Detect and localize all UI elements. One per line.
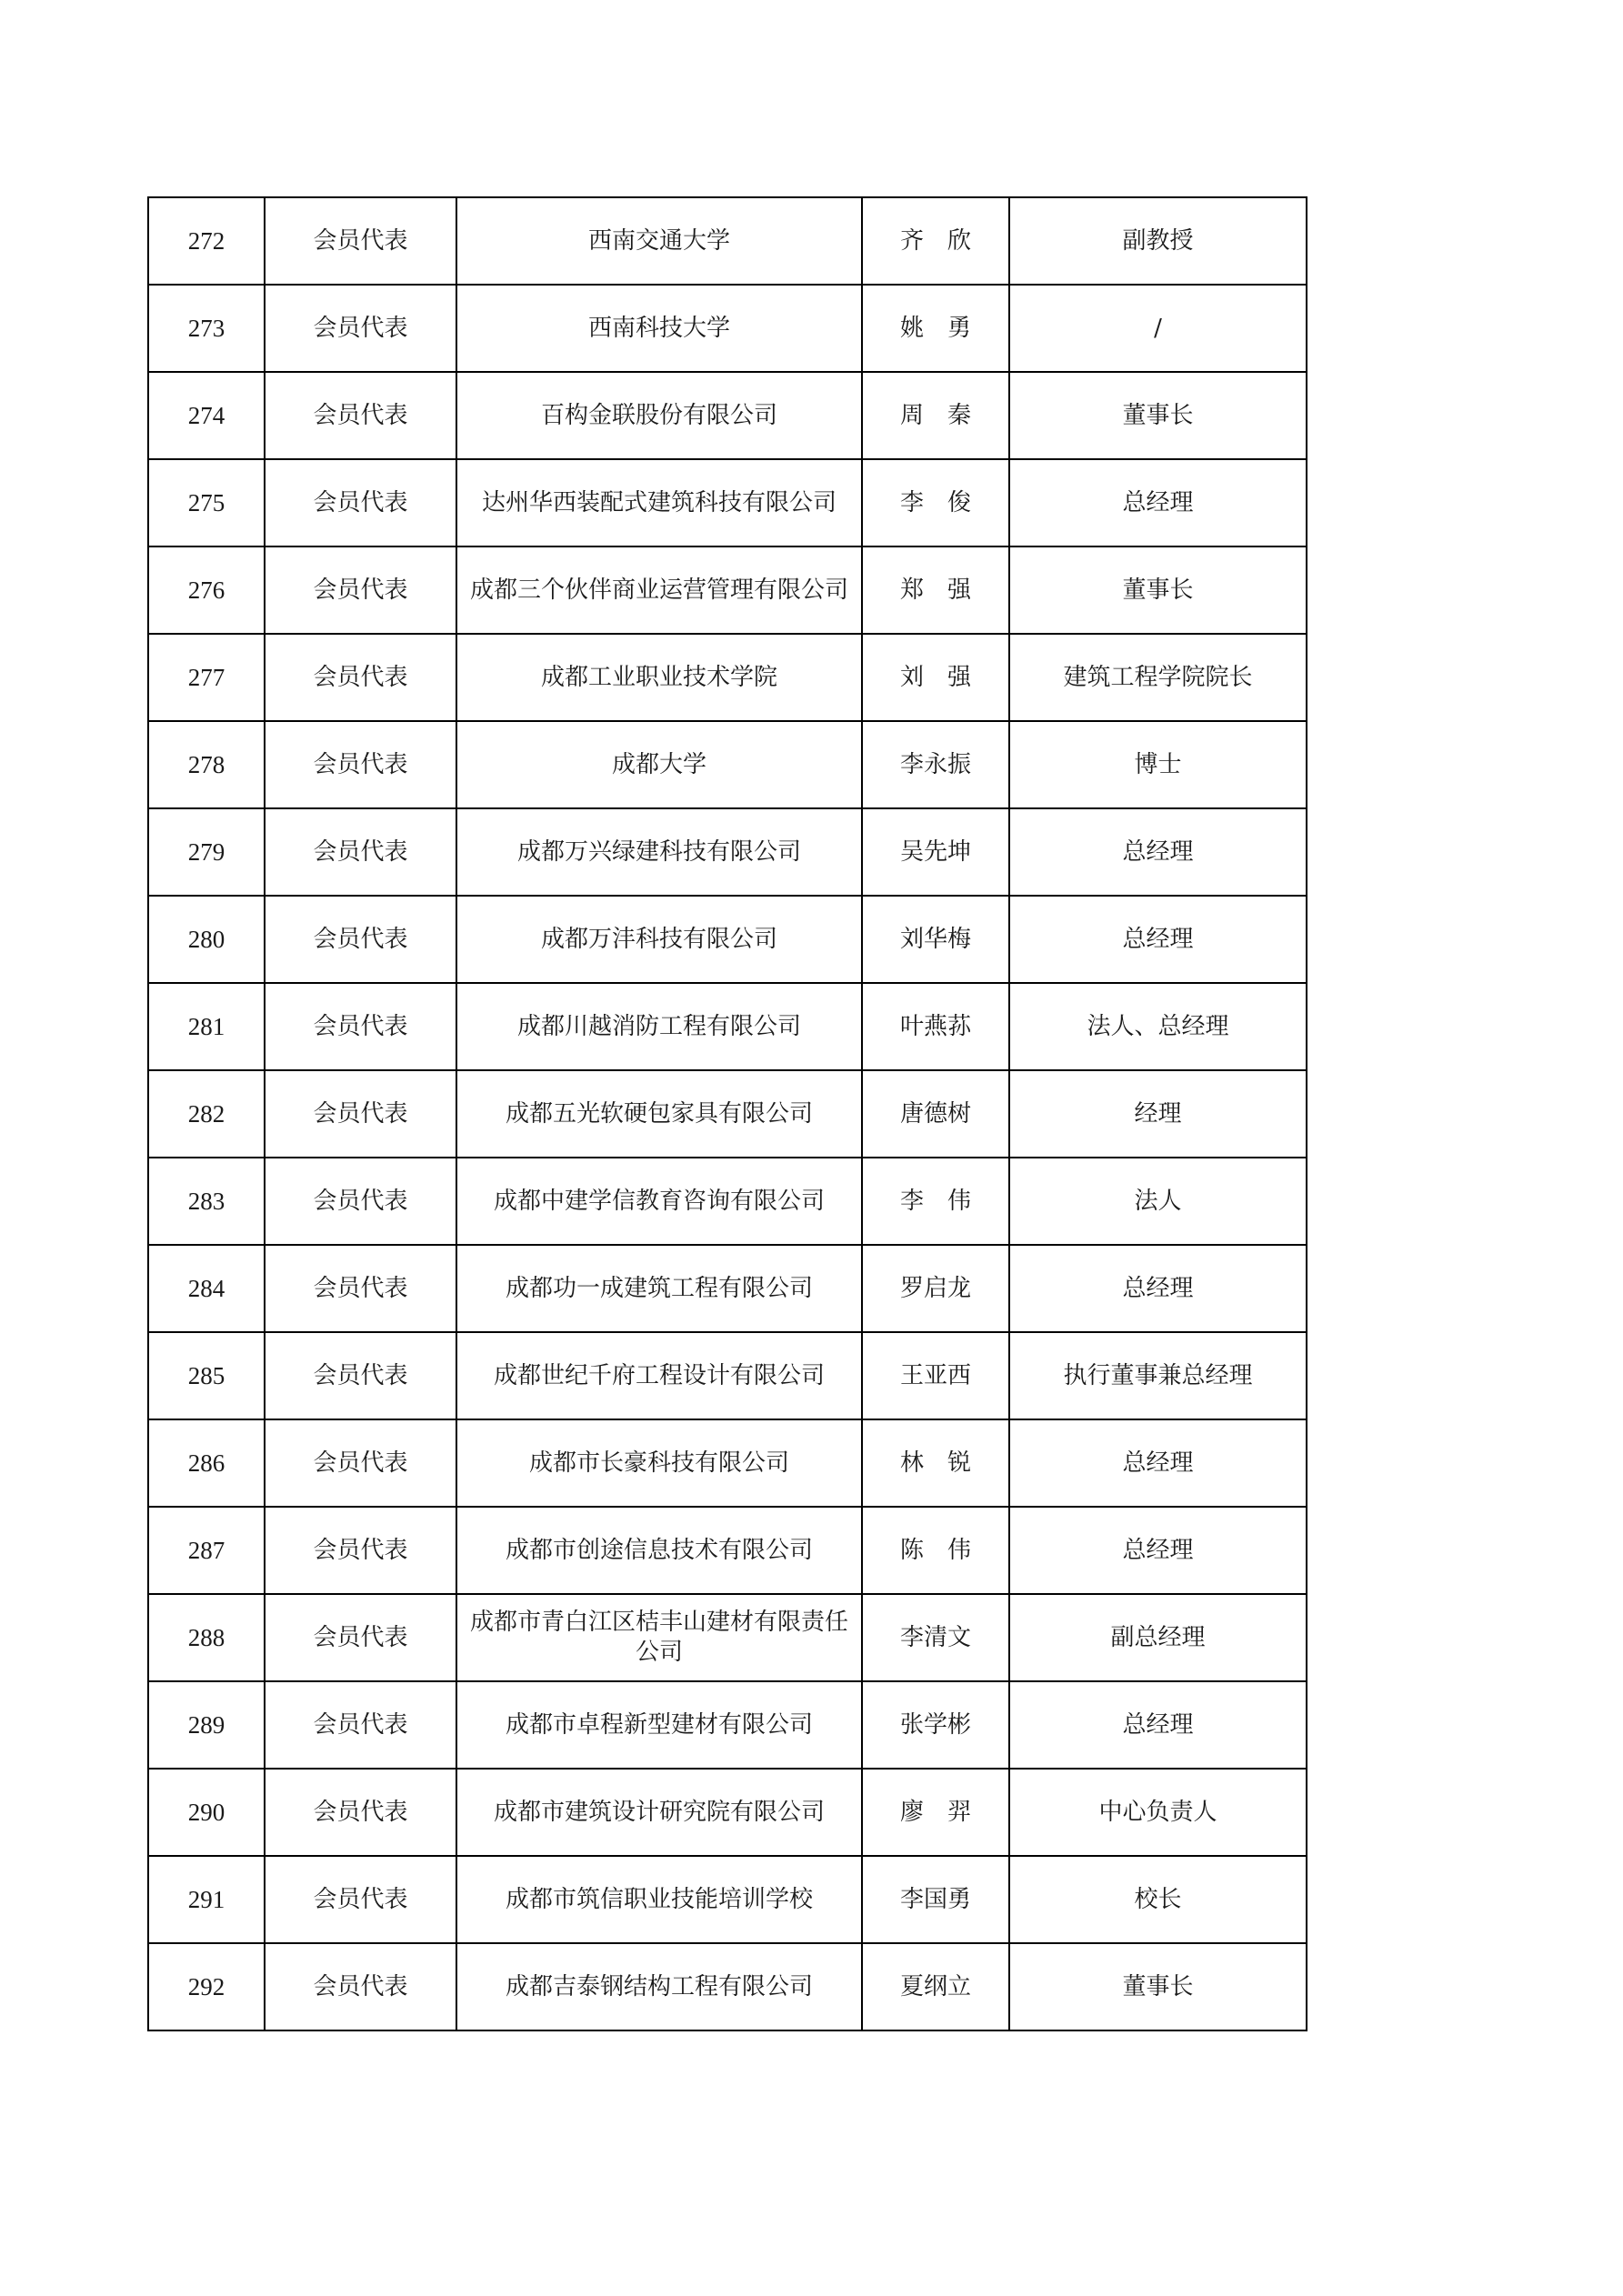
table-row (148, 983, 1307, 1070)
job-title-cell: 总经理 (1009, 896, 1307, 983)
table-row (148, 808, 1307, 896)
organization-cell: 成都功一成建筑工程有限公司 (456, 1245, 862, 1332)
row-index-cell: 285 (148, 1332, 265, 1419)
row-index-cell: 292 (148, 1943, 265, 2030)
organization-cell: 成都市创途信息技术有限公司 (456, 1507, 862, 1594)
representative-name-cell: 李永振 (862, 721, 1009, 808)
representative-name-cell: 王亚西 (862, 1332, 1009, 1419)
job-title-cell: 经理 (1009, 1070, 1307, 1158)
row-index-cell: 275 (148, 459, 265, 546)
representative-name-cell: 罗启龙 (862, 1245, 1009, 1332)
table-row (148, 546, 1307, 634)
representative-name-cell: 廖 羿 (862, 1769, 1009, 1856)
organization-cell: 成都市卓程新型建材有限公司 (456, 1681, 862, 1769)
row-index-cell: 284 (148, 1245, 265, 1332)
representative-name-cell: 唐德树 (862, 1070, 1009, 1158)
member-category-cell: 会员代表 (265, 285, 456, 372)
organization-cell: 成都市建筑设计研究院有限公司 (456, 1769, 862, 1856)
row-index-cell: 291 (148, 1856, 265, 1943)
table-row (148, 1769, 1307, 1856)
organization-cell: 成都川越消防工程有限公司 (456, 983, 862, 1070)
organization-cell: 成都五光软硬包家具有限公司 (456, 1070, 862, 1158)
representative-name-cell: 叶燕荪 (862, 983, 1009, 1070)
job-title-cell: 总经理 (1009, 1507, 1307, 1594)
representative-name-cell: 李清文 (862, 1594, 1009, 1681)
table-row (148, 285, 1307, 372)
member-category-cell: 会员代表 (265, 1245, 456, 1332)
row-index-cell: 279 (148, 808, 265, 896)
table-row (148, 1070, 1307, 1158)
member-category-cell: 会员代表 (265, 1419, 456, 1507)
representative-name-cell: 刘 强 (862, 634, 1009, 721)
organization-cell: 成都中建学信教育咨询有限公司 (456, 1158, 862, 1245)
organization-cell: 成都市筑信职业技能培训学校 (456, 1856, 862, 1943)
row-index-cell: 289 (148, 1681, 265, 1769)
table-row (148, 1158, 1307, 1245)
job-title-cell: 法人 (1009, 1158, 1307, 1245)
row-index-cell: 282 (148, 1070, 265, 1158)
member-category-cell: 会员代表 (265, 808, 456, 896)
table-row (148, 721, 1307, 808)
job-title-cell: 总经理 (1009, 1245, 1307, 1332)
member-category-cell: 会员代表 (265, 1158, 456, 1245)
organization-cell: 成都万沣科技有限公司 (456, 896, 862, 983)
organization-cell: 西南科技大学 (456, 285, 862, 372)
representative-name-cell: 郑 强 (862, 546, 1009, 634)
member-category-cell: 会员代表 (265, 634, 456, 721)
member-category-cell: 会员代表 (265, 1594, 456, 1681)
row-index-cell: 280 (148, 896, 265, 983)
job-title-cell: 总经理 (1009, 1419, 1307, 1507)
job-title-cell: 总经理 (1009, 808, 1307, 896)
job-title-cell: 董事长 (1009, 372, 1307, 459)
representative-name-cell: 齐 欣 (862, 197, 1009, 285)
row-index-cell: 287 (148, 1507, 265, 1594)
table-row (148, 634, 1307, 721)
job-title-cell: 副教授 (1009, 197, 1307, 285)
organization-cell: 成都市青白江区桔丰山建材有限责任公司 (456, 1594, 862, 1681)
representative-name-cell: 李 伟 (862, 1158, 1009, 1245)
job-title-cell: 建筑工程学院院长 (1009, 634, 1307, 721)
job-title-cell: 总经理 (1009, 1681, 1307, 1769)
organization-cell: 成都吉泰钢结构工程有限公司 (456, 1943, 862, 2030)
job-title-cell: 博士 (1009, 721, 1307, 808)
table-row (148, 1419, 1307, 1507)
row-index-cell: 274 (148, 372, 265, 459)
row-index-cell: 276 (148, 546, 265, 634)
job-title-cell: 校长 (1009, 1856, 1307, 1943)
member-category-cell: 会员代表 (265, 1943, 456, 2030)
row-index-cell: 288 (148, 1594, 265, 1681)
organization-cell: 达州华西装配式建筑科技有限公司 (456, 459, 862, 546)
row-index-cell: 290 (148, 1769, 265, 1856)
table-row (148, 372, 1307, 459)
representative-name-cell: 吴先坤 (862, 808, 1009, 896)
member-category-cell: 会员代表 (265, 721, 456, 808)
member-category-cell: 会员代表 (265, 1681, 456, 1769)
roster-body (148, 197, 1307, 2030)
table-row (148, 1594, 1307, 1681)
representative-name-cell: 李 俊 (862, 459, 1009, 546)
row-index-cell: 283 (148, 1158, 265, 1245)
member-category-cell: 会员代表 (265, 372, 456, 459)
organization-cell: 成都万兴绿建科技有限公司 (456, 808, 862, 896)
member-category-cell: 会员代表 (265, 1856, 456, 1943)
member-category-cell: 会员代表 (265, 1507, 456, 1594)
organization-cell: 成都大学 (456, 721, 862, 808)
row-index-cell: 278 (148, 721, 265, 808)
table-row (148, 1245, 1307, 1332)
representative-name-cell: 张学彬 (862, 1681, 1009, 1769)
table-row (148, 1507, 1307, 1594)
representative-name-cell: 刘华梅 (862, 896, 1009, 983)
organization-cell: 成都世纪千府工程设计有限公司 (456, 1332, 862, 1419)
row-index-cell: 277 (148, 634, 265, 721)
table-row (148, 896, 1307, 983)
job-title-cell: 执行董事兼总经理 (1009, 1332, 1307, 1419)
row-index-cell: 281 (148, 983, 265, 1070)
job-title-cell: 董事长 (1009, 1943, 1307, 2030)
table-row (148, 1332, 1307, 1419)
member-category-cell: 会员代表 (265, 1769, 456, 1856)
job-title-cell: 中心负责人 (1009, 1769, 1307, 1856)
member-category-cell: 会员代表 (265, 1332, 456, 1419)
job-title-cell: 总经理 (1009, 459, 1307, 546)
table-row (148, 1856, 1307, 1943)
table-row (148, 1681, 1307, 1769)
organization-cell: 成都工业职业技术学院 (456, 634, 862, 721)
job-title-cell: 法人、总经理 (1009, 983, 1307, 1070)
organization-cell: 成都市长豪科技有限公司 (456, 1419, 862, 1507)
representative-name-cell: 李国勇 (862, 1856, 1009, 1943)
row-index-cell: 272 (148, 197, 265, 285)
member-category-cell: 会员代表 (265, 197, 456, 285)
representative-name-cell: 陈 伟 (862, 1507, 1009, 1594)
representative-name-cell: 夏纲立 (862, 1943, 1009, 2030)
job-title-cell: 副总经理 (1009, 1594, 1307, 1681)
table-row (148, 197, 1307, 285)
representative-name-cell: 林 锐 (862, 1419, 1009, 1507)
row-index-cell: 273 (148, 285, 265, 372)
member-category-cell: 会员代表 (265, 459, 456, 546)
row-index-cell: 286 (148, 1419, 265, 1507)
member-category-cell: 会员代表 (265, 546, 456, 634)
member-roster-table (147, 196, 1307, 2031)
representative-name-cell: 周 秦 (862, 372, 1009, 459)
table-row (148, 1943, 1307, 2030)
organization-cell: 百构金联股份有限公司 (456, 372, 862, 459)
job-title-cell: / (1009, 285, 1307, 372)
member-category-cell: 会员代表 (265, 896, 456, 983)
member-category-cell: 会员代表 (265, 983, 456, 1070)
organization-cell: 成都三个伙伴商业运营管理有限公司 (456, 546, 862, 634)
organization-cell: 西南交通大学 (456, 197, 862, 285)
job-title-cell: 董事长 (1009, 546, 1307, 634)
member-category-cell: 会员代表 (265, 1070, 456, 1158)
table-row (148, 459, 1307, 546)
representative-name-cell: 姚 勇 (862, 285, 1009, 372)
